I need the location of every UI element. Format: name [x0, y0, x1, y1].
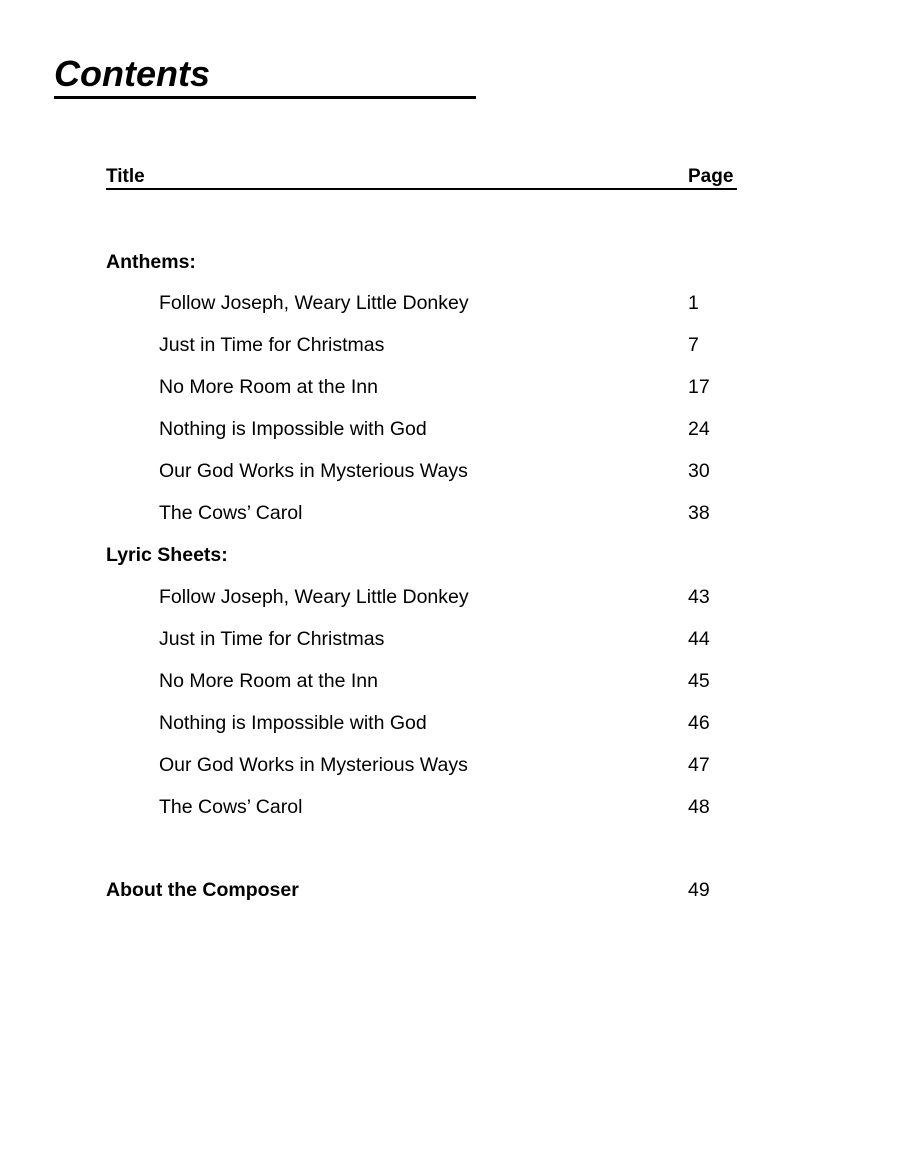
toc-entry-page: 48 [688, 796, 710, 818]
toc-entry-title: The Cows’ Carol [159, 502, 303, 524]
toc-entry-title: Follow Joseph, Weary Little Donkey [159, 586, 469, 608]
section-heading-anthems: Anthems: [106, 251, 196, 273]
section-heading-about-composer: About the Composer [106, 879, 299, 901]
toc-entry-title: Our God Works in Mysterious Ways [159, 460, 468, 482]
toc-entry-title: Nothing is Impossible with God [159, 712, 427, 734]
toc-entry-page: 43 [688, 586, 710, 608]
page-title-underline [54, 52, 476, 99]
toc-entry-page: 44 [688, 628, 710, 650]
toc-entry-title: Follow Joseph, Weary Little Donkey [159, 292, 469, 314]
toc-entry-title: Just in Time for Christmas [159, 334, 385, 356]
toc-entry-title: No More Room at the Inn [159, 670, 378, 692]
toc-entry-page: 49 [688, 879, 710, 901]
toc-entry-page: 46 [688, 712, 710, 734]
section-heading-lyric-sheets: Lyric Sheets: [106, 544, 228, 566]
toc-entry-page: 17 [688, 376, 710, 398]
column-header-title: Title [106, 166, 145, 187]
column-header-page: Page [688, 166, 734, 187]
toc-entry-title: Our God Works in Mysterious Ways [159, 754, 468, 776]
toc-entry-page: 47 [688, 754, 710, 776]
toc-entry-page: 7 [688, 334, 699, 356]
toc-entry-page: 1 [688, 292, 699, 314]
toc-entry-page: 45 [688, 670, 710, 692]
toc-entry-title: No More Room at the Inn [159, 376, 378, 398]
page-title: Contents [54, 53, 210, 94]
column-header [106, 166, 737, 190]
toc-entry-page: 38 [688, 502, 710, 524]
toc-entry-title: The Cows’ Carol [159, 796, 303, 818]
toc-entry-page: 24 [688, 418, 710, 440]
toc-entry-title: Nothing is Impossible with God [159, 418, 427, 440]
toc-entry-page: 30 [688, 460, 710, 482]
toc-entry-title: Just in Time for Christmas [159, 628, 385, 650]
